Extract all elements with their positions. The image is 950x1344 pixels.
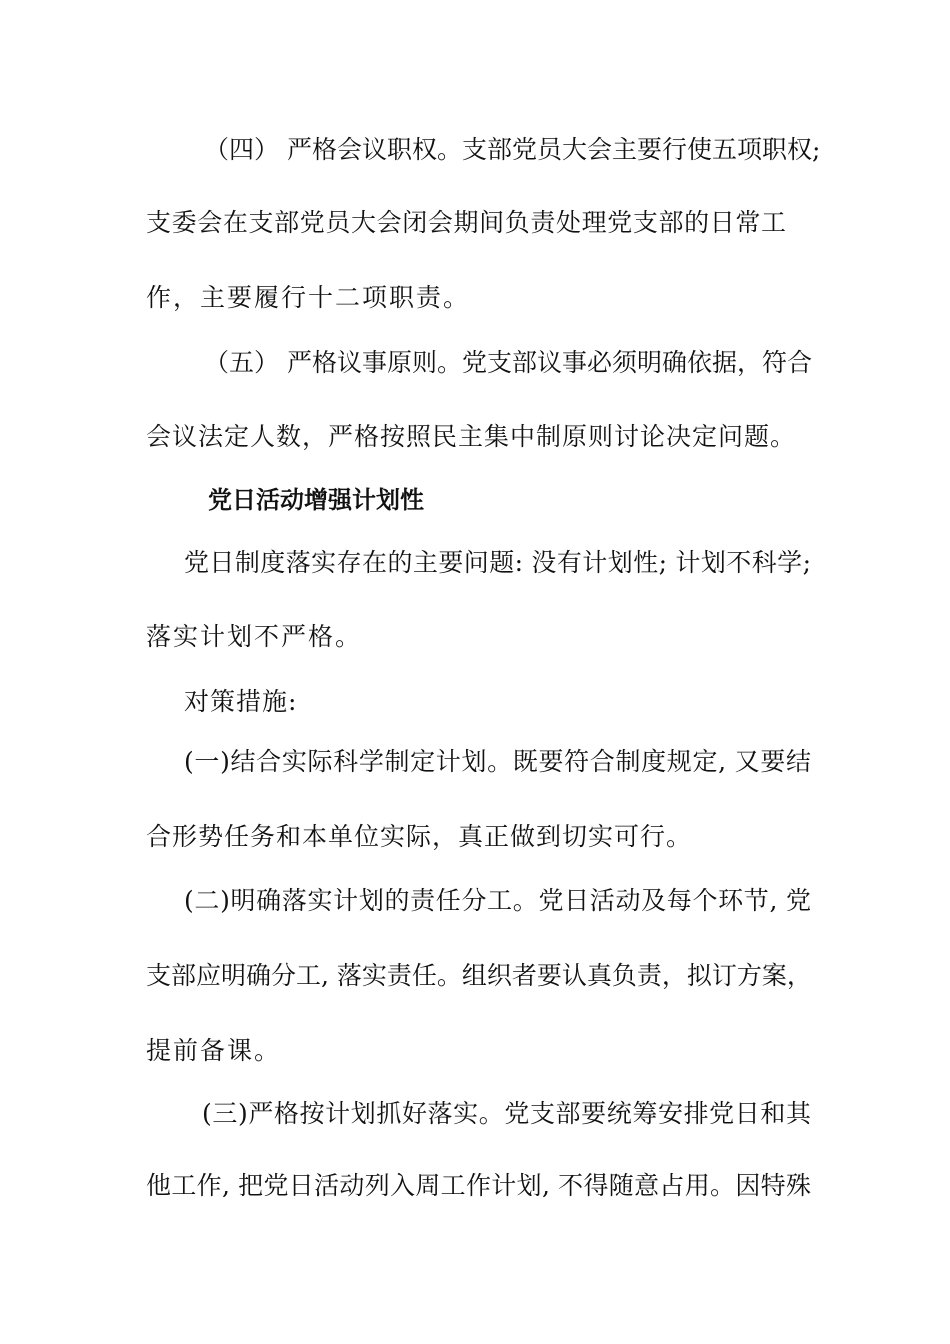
section-heading: 党日活动增强计划性 — [208, 486, 424, 514]
measure3-line1: (三)严格按计划抓好落实。党支部要统筹安排党日和其 — [202, 1099, 811, 1128]
item5-line2: 会议法定人数，严格按照民主集中制原则讨论决定问题。 — [146, 422, 797, 451]
problem-line2: 落实计划不严格。 — [146, 622, 363, 651]
measure1-line1: (一)结合实际科学制定计划。既要符合制度规定, 又要结 — [184, 747, 811, 776]
item5-line1: （五） 严格议事原则。党支部议事必须明确依据，符合 — [204, 348, 812, 377]
measure2-line1: (二)明确落实计划的责任分工。党日活动及每个环节, 党 — [184, 886, 811, 915]
item4-line3: 作，主要履行十二项职责。 — [146, 283, 471, 312]
measure3-line2: 他工作, 把党日活动列入周工作计划, 不得随意占用。因特殊 — [146, 1171, 811, 1200]
item4-line2: 支委会在支部党员大会闭会期间负责处理党支部的日常工 — [146, 208, 786, 237]
measure2-line2: 支部应明确分工, 落实责任。组织者要认真负责，拟订方案， — [146, 961, 812, 990]
problem-line1: 党日制度落实存在的主要问题: 没有计划性; 计划不科学; — [184, 548, 811, 577]
item4-line1: （四） 严格会议职权。支部党员大会主要行使五项职权; — [204, 135, 821, 164]
measure1-line2: 合形势任务和本单位实际，真正做到切实可行。 — [146, 822, 693, 851]
measures-label: 对策措施: — [184, 687, 298, 716]
measure2-line3: 提前备课。 — [146, 1036, 282, 1065]
